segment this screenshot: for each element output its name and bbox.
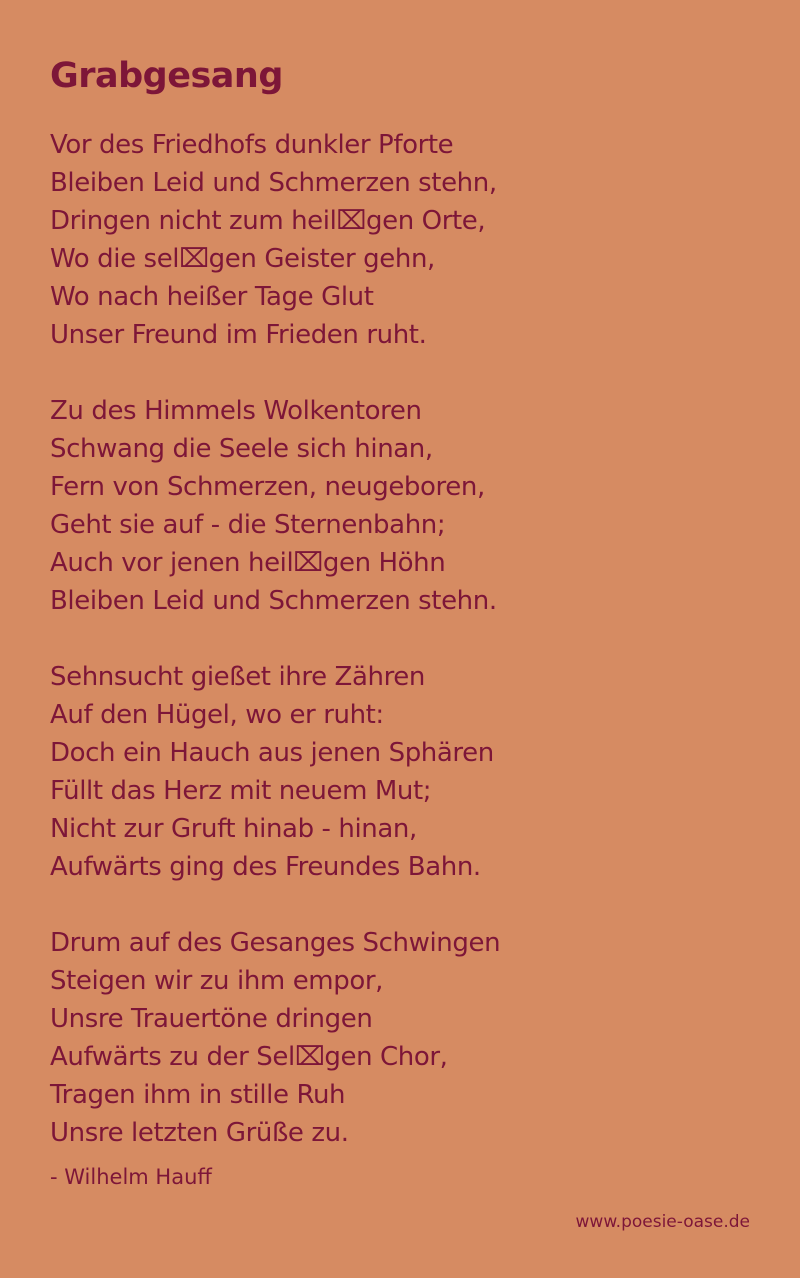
poem-line: Schwang die Seele sich hinan, xyxy=(50,434,433,464)
poem-line: Zu des Himmels Wolkentoren xyxy=(50,396,422,426)
poem-line: Sehnsucht gießet ihre Zähren xyxy=(50,662,425,692)
poem-line: Unsre Trauertöne dringen xyxy=(50,1004,373,1034)
poem-line: Bleiben Leid und Schmerzen stehn, xyxy=(50,168,497,198)
poem-line: Vor des Friedhofs dunkler Pforte xyxy=(50,130,454,160)
poem-line: Aufwärts zu der Sel⌧gen Chor, xyxy=(50,1042,448,1072)
poem-line: Wo die sel⌧gen Geister gehn, xyxy=(50,244,435,274)
poem-title: Grabgesang xyxy=(50,56,283,96)
poem-line: Nicht zur Gruft hinab - hinan, xyxy=(50,814,417,844)
poem-line: Bleiben Leid und Schmerzen stehn. xyxy=(50,586,497,616)
poem-line: Auf den Hügel, wo er ruht: xyxy=(50,700,384,730)
poem-line: Dringen nicht zum heil⌧gen Orte, xyxy=(50,206,486,236)
poem-line: Drum auf des Gesanges Schwingen xyxy=(50,928,501,958)
poem-line: Fern von Schmerzen, neugeboren, xyxy=(50,472,485,502)
stanza-2 xyxy=(50,392,497,620)
poem-author: - Wilhelm Hauff xyxy=(50,1165,212,1189)
poem-line: Steigen wir zu ihm empor, xyxy=(50,966,383,996)
website-credit: www.poesie-oase.de xyxy=(575,1212,750,1232)
poem-line: Auch vor jenen heil⌧gen Höhn xyxy=(50,548,446,578)
poem-line: Füllt das Herz mit neuem Mut; xyxy=(50,776,432,806)
stanza-3 xyxy=(50,658,494,886)
poem-line: Tragen ihm in stille Ruh xyxy=(50,1080,346,1110)
poem-line: Doch ein Hauch aus jenen Sphären xyxy=(50,738,494,768)
poem-line: Wo nach heißer Tage Glut xyxy=(50,282,374,312)
stanza-4 xyxy=(50,924,500,1152)
poem-line: Unser Freund im Frieden ruht. xyxy=(50,320,427,350)
poem-line: Geht sie auf - die Sternenbahn; xyxy=(50,510,446,540)
poem-line: Unsre letzten Grüße zu. xyxy=(50,1118,349,1148)
stanza-1 xyxy=(50,126,497,354)
poem-line: Aufwärts ging des Freundes Bahn. xyxy=(50,852,481,882)
